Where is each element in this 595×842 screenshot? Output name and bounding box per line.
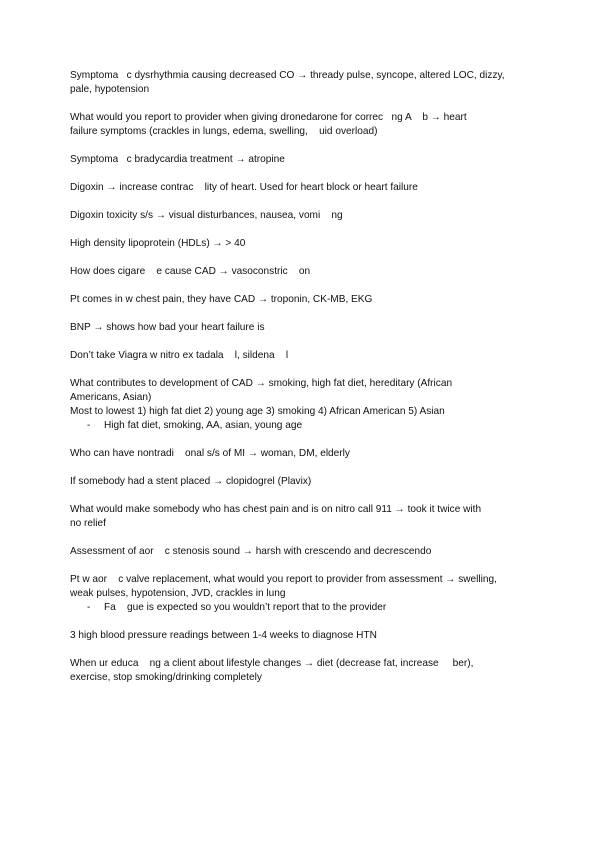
- note-paragraph: [70, 111, 540, 139]
- note-line: What would you report to provider when giving dronedarone for correc ng A b → heart: [70, 112, 467, 123]
- notes-page: [70, 69, 540, 699]
- bullet-dash: -: [87, 602, 91, 613]
- bullet-dash: -: [87, 420, 91, 431]
- note-paragraph: [70, 349, 540, 363]
- note-line: How does cigare e cause CAD → vasoconstric on: [70, 266, 311, 277]
- note-paragraph: [70, 69, 540, 97]
- note-line: What contributes to development of CAD → smoking, high fat diet, hereditary (African: [70, 378, 453, 389]
- note-line: 3 high blood pressure readings between 1-4 weeks to diagnose HTN: [70, 630, 377, 641]
- note-paragraph: [70, 181, 540, 195]
- note-line: High density lipoprotein (HDLs) → > 40: [70, 238, 246, 249]
- note-paragraph: [70, 657, 540, 685]
- note-line: failure symptoms (crackles in lungs, edema, swelling, uid overload): [70, 126, 378, 137]
- note-line: BNP → shows how bad your heart failure is: [70, 322, 265, 333]
- note-line: exercise, stop smoking/drinking completely: [70, 672, 262, 683]
- note-paragraph: [70, 573, 540, 615]
- note-line: pale, hypotension: [70, 84, 150, 95]
- note-bullet: [70, 601, 540, 615]
- note-paragraph: [70, 377, 540, 433]
- note-paragraph: [70, 265, 540, 279]
- note-paragraph: [70, 321, 540, 335]
- note-line: When ur educa ng a client about lifestyle changes → diet (decrease fat, increase ber),: [70, 658, 474, 669]
- note-paragraph: [70, 545, 540, 559]
- note-paragraph: [70, 629, 540, 643]
- note-line: Digoxin toxicity s/s → visual disturbances, nausea, vomi ng: [70, 210, 343, 221]
- note-line: Americans, Asian): [70, 392, 152, 403]
- note-paragraph: [70, 153, 540, 167]
- note-paragraph: [70, 237, 540, 251]
- note-line: Symptoma c dysrhythmia causing decreased CO → thready pulse, syncope, altered LOC, dizzy,: [70, 70, 505, 81]
- note-line: Most to lowest 1) high fat diet 2) young age 3) smoking 4) African American 5) Asian: [70, 406, 445, 417]
- note-paragraph: [70, 209, 540, 223]
- note-paragraph: [70, 293, 540, 307]
- note-line: If somebody had a stent placed → clopidogrel (Plavix): [70, 476, 312, 487]
- note-line: Who can have nontradi onal s/s of MI → woman, DM, elderly: [70, 448, 350, 459]
- note-line: Don’t take Viagra w nitro ex tadala l, sildena l: [70, 350, 289, 361]
- note-line: Assessment of aor c stenosis sound → harsh with crescendo and decrescendo: [70, 546, 432, 557]
- note-bullet: [70, 419, 540, 433]
- note-paragraph: [70, 503, 540, 531]
- note-paragraph: [70, 475, 540, 489]
- note-paragraph: [70, 447, 540, 461]
- note-line: Pt w aor c valve replacement, what would you report to provider from assessment → swelling,: [70, 574, 497, 585]
- note-line: What would make somebody who has chest pain and is on nitro call 911 → took it twice with: [70, 504, 482, 515]
- bullet-text: Fa gue is expected so you wouldn’t report that to the provider: [104, 602, 387, 613]
- note-line: weak pulses, hypotension, JVD, crackles in lung: [70, 588, 286, 599]
- bullet-text: High fat diet, smoking, AA, asian, young age: [104, 420, 303, 431]
- note-line: Digoxin → increase contrac lity of heart. Used for heart block or heart failure: [70, 182, 418, 193]
- note-line: Pt comes in w chest pain, they have CAD → troponin, CK-MB, EKG: [70, 294, 373, 305]
- note-line: Symptoma c bradycardia treatment → atropine: [70, 154, 285, 165]
- note-line: no relief: [70, 518, 106, 529]
